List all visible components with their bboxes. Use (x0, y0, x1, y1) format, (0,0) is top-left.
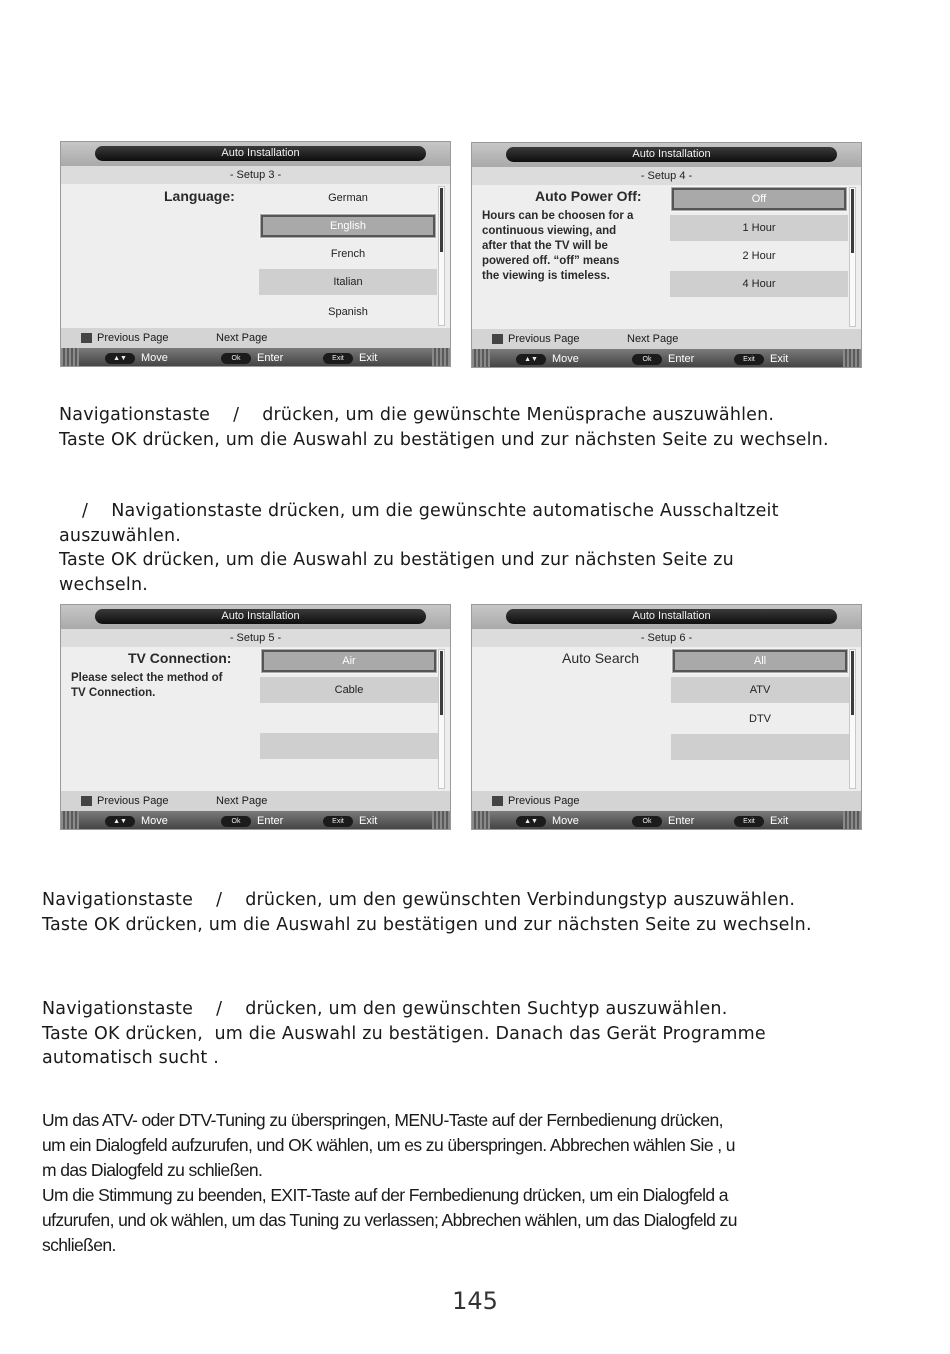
screen-setup-5 (60, 604, 451, 830)
description-text (482, 209, 633, 284)
move-hint: Move (552, 815, 579, 827)
screen-title: Auto Installation (95, 609, 426, 624)
skip-tuning-note (42, 1108, 922, 1258)
scrollbar[interactable] (438, 186, 445, 326)
scrollbar-thumb[interactable] (440, 651, 443, 715)
note-line: um ein Dialogfeld aufzurufen, und OK wählen, um es zu überspringen. Abbrechen wählen Sie , u (42, 1135, 735, 1155)
next-page-label: Next Page (216, 795, 268, 807)
bar-corner-right (843, 349, 861, 368)
red-square-icon (81, 333, 92, 343)
instruction-line: / Navigationstaste drücken, um die gewünschte automatische Ausschaltzeit (59, 501, 779, 521)
description-line: Hours can be choosen for a (482, 210, 634, 222)
note-line: m das Dialogfeld zu schließen. (42, 1160, 263, 1180)
exit-hint: Exit (359, 815, 378, 827)
option-empty (260, 705, 438, 731)
move-hint: Move (552, 353, 579, 365)
page-bar (61, 328, 450, 348)
option-cable[interactable]: Cable (260, 677, 438, 703)
previous-page-label: Previous Page (97, 795, 169, 807)
option-spanish[interactable]: Spanish (328, 306, 368, 318)
option-italian[interactable]: Italian (259, 269, 437, 295)
bar-corner-left (61, 348, 79, 367)
screen-title: Auto Installation (95, 146, 426, 161)
screen-title: Auto Installation (506, 147, 837, 162)
title-bar (472, 143, 861, 167)
option-dtv[interactable]: DTV (749, 713, 771, 725)
instruction-line: Taste OK drücken, um die Auswahl zu bestätigen. Danach das Gerät Programme (42, 1023, 766, 1044)
option-1-hour[interactable]: 1 Hour (670, 215, 848, 241)
enter-hint: Enter (257, 815, 284, 827)
title-bar (61, 605, 450, 629)
screen-setup-6 (471, 604, 862, 830)
menu-content (61, 647, 450, 791)
exit-key-icon: Exit (734, 354, 764, 365)
instruction-line: Taste OK drücken, um die Auswahl zu bestätigen und zur nächsten Seite zu wechseln. (59, 429, 829, 450)
auto-search-label: Auto Search (562, 650, 640, 666)
screen-title: Auto Installation (506, 609, 837, 624)
scrollbar[interactable] (849, 187, 856, 327)
instruction-language (59, 403, 829, 452)
description-line: powered off. “off” means (482, 255, 620, 267)
instruction-connection (42, 888, 812, 937)
setup-step: - Setup 5 - (61, 629, 450, 647)
description-line: Please select the method of (71, 672, 223, 684)
instruction-line: Taste OK drücken, um die Auswahl zu bestätigen und zur nächsten Seite zu wechseln. (42, 914, 812, 935)
scrollbar[interactable] (849, 649, 856, 789)
note-line: schließen. (42, 1235, 116, 1255)
up-down-keys-icon: ▲▼ (105, 816, 135, 827)
ok-key-icon: Ok (221, 816, 251, 827)
instruction-search (42, 997, 766, 1071)
instruction-line: Navigationstaste / drücken, um den gewünschten Verbindungstyp auszuwählen. (42, 890, 796, 910)
instruction-line: auszuwählen. (59, 525, 182, 546)
screen-setup-3 (60, 141, 451, 367)
screen-setup-4 (471, 142, 862, 368)
red-square-icon (492, 334, 503, 344)
option-french[interactable]: French (330, 248, 366, 260)
scrollbar[interactable] (438, 649, 445, 789)
up-down-keys-icon: ▲▼ (516, 354, 546, 365)
move-hint: Move (141, 352, 168, 364)
instruction-line: wechseln. (59, 574, 148, 595)
menu-content (61, 184, 450, 328)
ok-key-icon: Ok (632, 816, 662, 827)
key-hint-bar (472, 811, 861, 830)
page-number: 145 (452, 1287, 498, 1315)
description-text (71, 671, 222, 701)
page-bar (61, 791, 450, 811)
language-label: Language: (164, 188, 235, 204)
setup-step: - Setup 3 - (61, 166, 450, 184)
note-line: Um die Stimmung zu beenden, EXIT-Taste auf der Fernbedienung drücken, um ein Dialogfeld a (42, 1185, 728, 1205)
exit-key-icon: Exit (734, 816, 764, 827)
exit-key-icon: Exit (323, 816, 353, 827)
setup-step: - Setup 6 - (472, 629, 861, 647)
description-line: TV Connection. (71, 687, 156, 699)
previous-page-label: Previous Page (508, 333, 580, 345)
previous-page-label: Previous Page (97, 332, 169, 344)
bar-corner-left (472, 811, 490, 830)
description-line: the viewing is timeless. (482, 270, 610, 282)
up-down-keys-icon: ▲▼ (516, 816, 546, 827)
option-empty (671, 734, 849, 760)
option-all[interactable]: All (671, 648, 849, 674)
next-page-label: Next Page (216, 332, 268, 344)
move-hint: Move (141, 815, 168, 827)
option-off[interactable]: Off (670, 186, 848, 212)
instruction-line: Navigationstaste / drücken, um den gewünschten Suchtyp auszuwählen. (42, 999, 728, 1019)
menu-content (472, 185, 861, 329)
scrollbar-thumb[interactable] (851, 189, 854, 253)
instruction-power-off (59, 499, 779, 597)
option-4-hour[interactable]: 4 Hour (670, 271, 848, 297)
exit-hint: Exit (770, 353, 789, 365)
bar-corner-right (432, 811, 450, 830)
option-2-hour[interactable]: 2 Hour (742, 250, 776, 262)
option-air[interactable]: Air (260, 648, 438, 674)
exit-hint: Exit (770, 815, 789, 827)
menu-content (472, 647, 861, 791)
description-line: continuous viewing, and (482, 225, 617, 237)
description-line: after that the TV will be (482, 240, 608, 252)
instruction-line: automatisch sucht . (42, 1048, 219, 1068)
next-page-label: Next Page (627, 333, 679, 345)
bar-corner-left (472, 349, 490, 368)
title-bar (472, 605, 861, 629)
instruction-line: Taste OK drücken, um die Auswahl zu bestätigen und zur nächsten Seite zu (59, 550, 734, 570)
note-line: Um das ATV- oder DTV-Tuning zu überspringen, MENU-Taste auf der Fernbedienung drücken, (42, 1110, 723, 1130)
scrollbar-thumb[interactable] (440, 188, 443, 252)
page-bar (472, 329, 861, 349)
up-down-keys-icon: ▲▼ (105, 353, 135, 364)
scrollbar-thumb[interactable] (851, 651, 854, 715)
key-hint-bar (472, 349, 861, 368)
title-bar (61, 142, 450, 166)
ok-key-icon: Ok (221, 353, 251, 364)
bar-corner-left (61, 811, 79, 830)
option-english[interactable]: English (259, 213, 437, 239)
option-empty (260, 733, 438, 759)
enter-hint: Enter (668, 353, 695, 365)
page-bar (472, 791, 861, 811)
exit-key-icon: Exit (323, 353, 353, 364)
red-square-icon (492, 796, 503, 806)
auto-power-off-label: Auto Power Off: (535, 188, 642, 204)
bar-corner-right (843, 811, 861, 830)
setup-step: - Setup 4 - (472, 167, 861, 185)
key-hint-bar (61, 811, 450, 830)
key-hint-bar (61, 348, 450, 367)
exit-hint: Exit (359, 352, 378, 364)
tv-connection-label: TV Connection: (128, 650, 232, 666)
option-german[interactable]: German (328, 192, 368, 204)
option-atv[interactable]: ATV (671, 677, 849, 703)
previous-page-label: Previous Page (508, 795, 580, 807)
enter-hint: Enter (257, 352, 284, 364)
note-line: ufzurufen, und ok wählen, um das Tuning zu verlassen; Abbrechen wählen, um das Dialogfeld zu (42, 1210, 737, 1230)
ok-key-icon: Ok (632, 354, 662, 365)
bar-corner-right (432, 348, 450, 367)
instruction-line: Navigationstaste / drücken, um die gewünschte Menüsprache auszuwählen. (59, 405, 775, 425)
red-square-icon (81, 796, 92, 806)
enter-hint: Enter (668, 815, 695, 827)
